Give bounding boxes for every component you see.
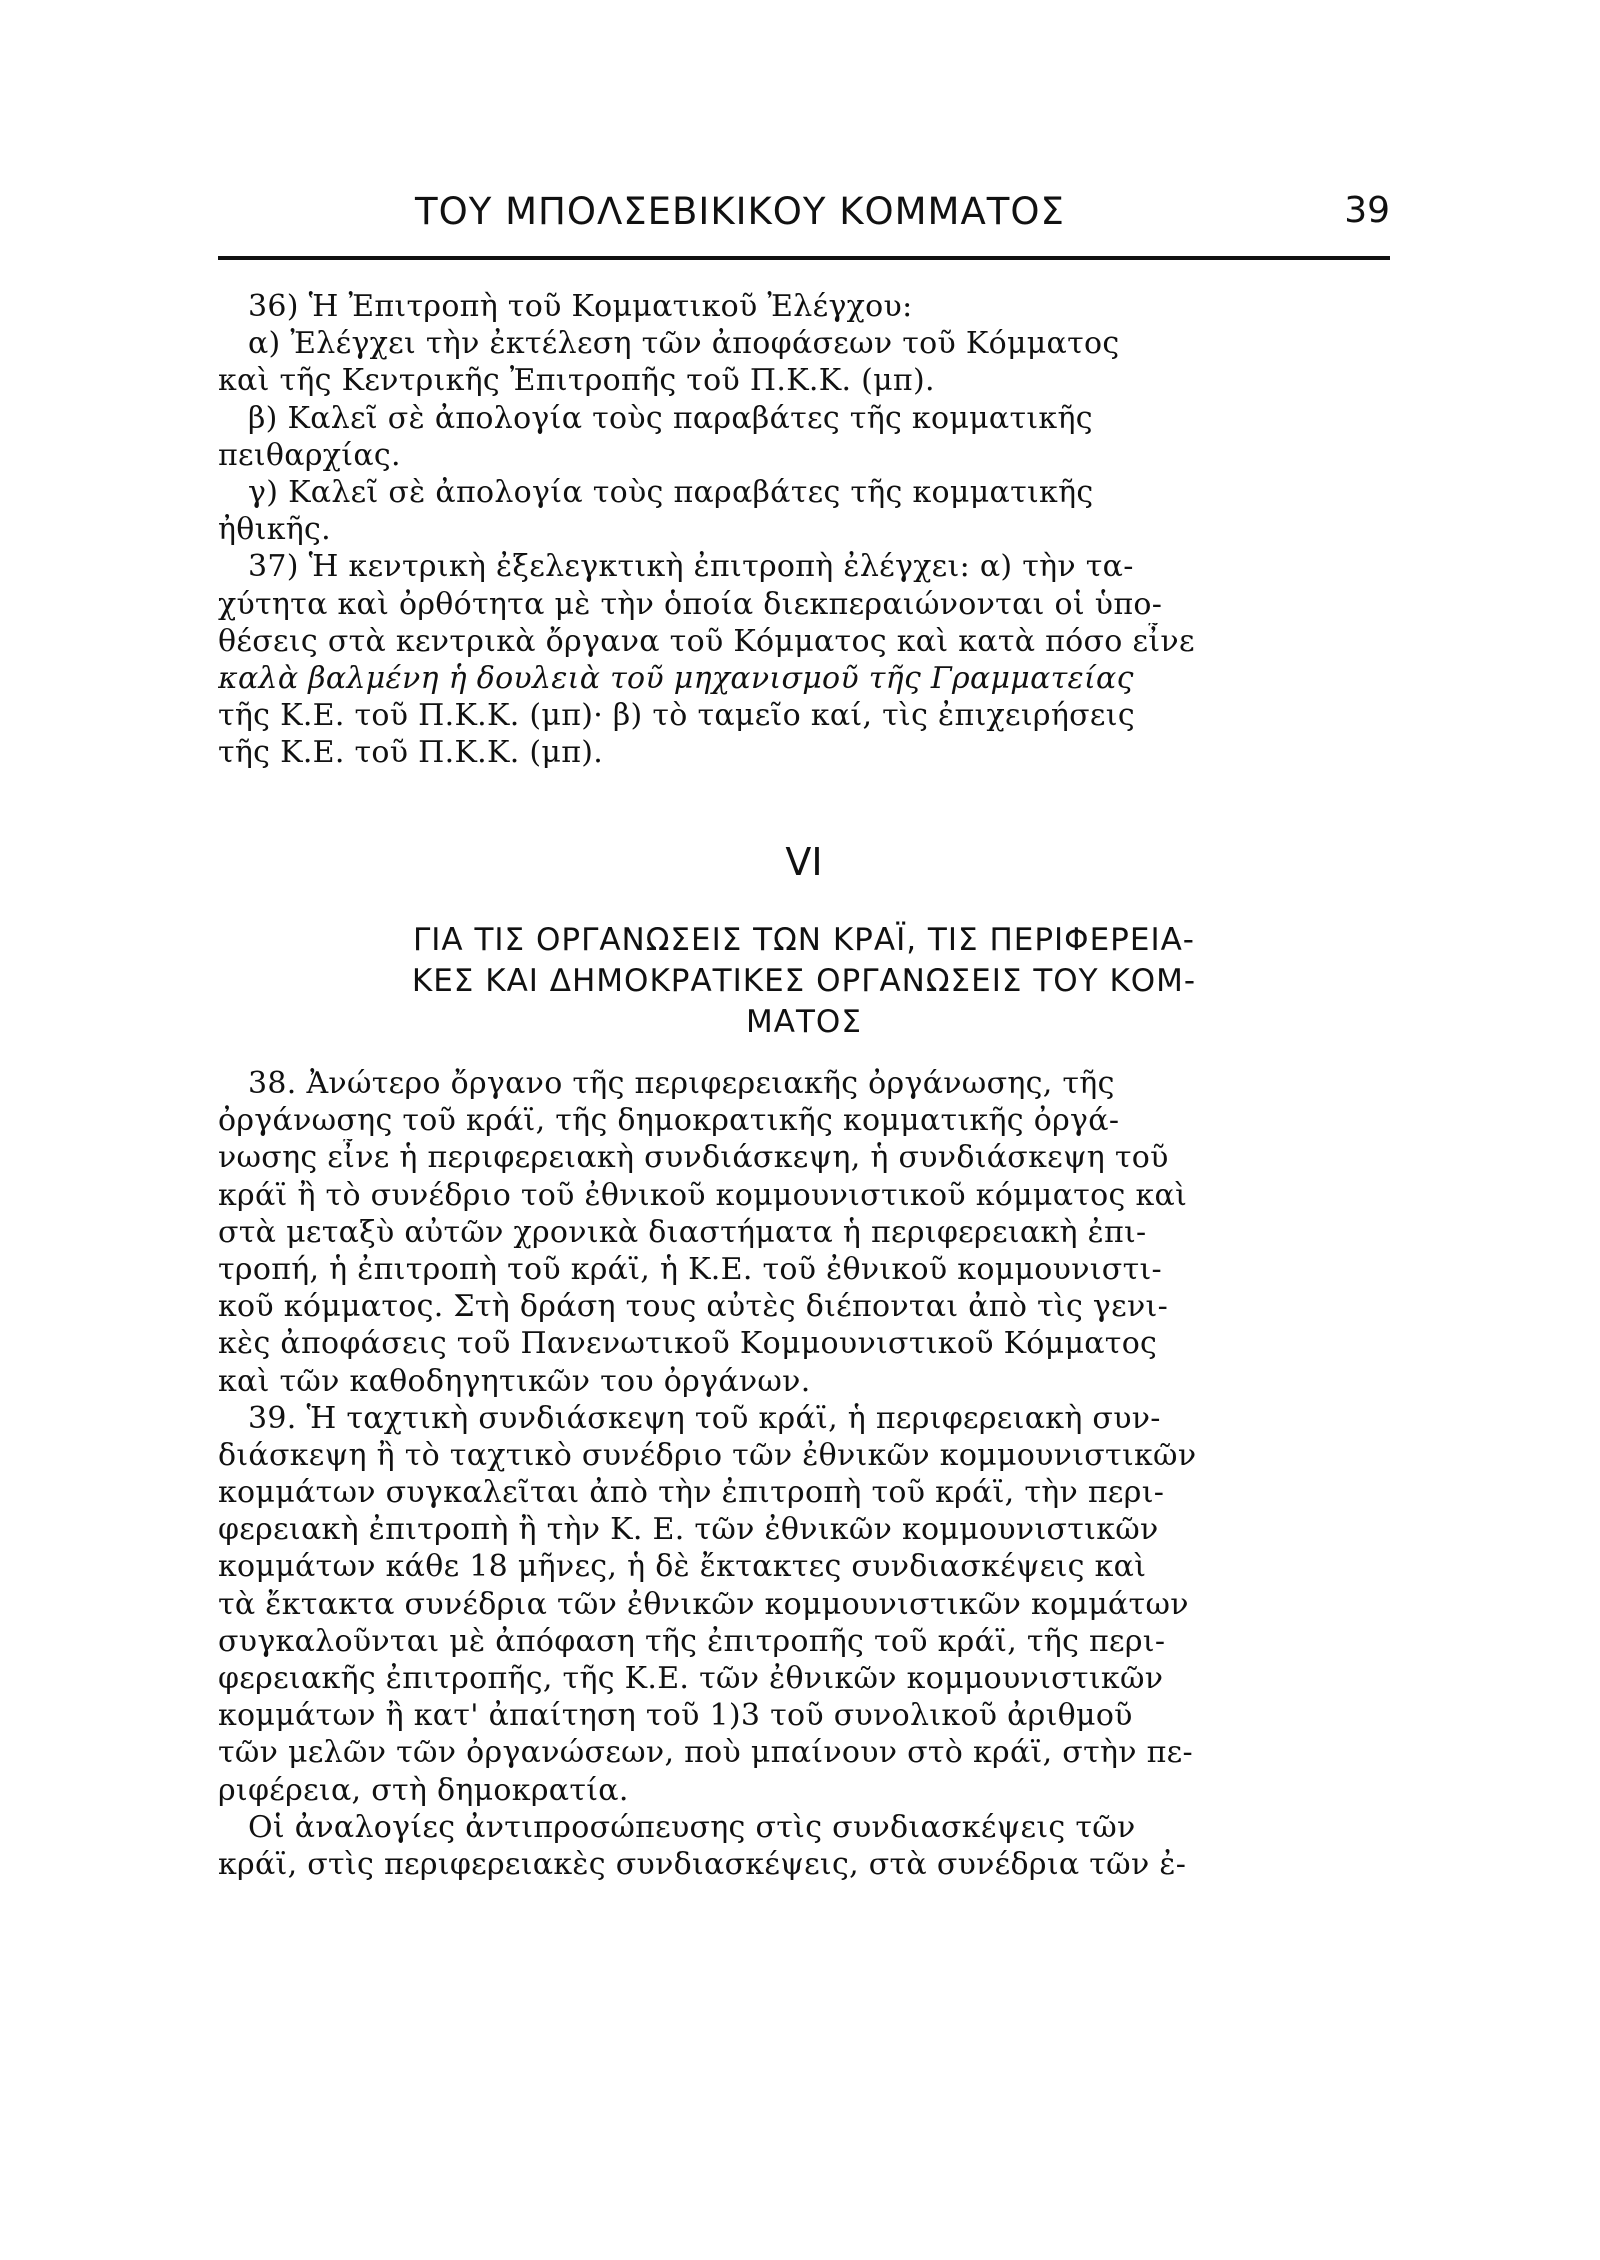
text-line: νωσης εἶνε ἡ περιφερειακὴ συνδιάσκεψη, ἡ συνδιάσκεψη τοῦ xyxy=(218,1140,1169,1176)
articles-36-37 xyxy=(218,288,1390,771)
section-numeral: VI xyxy=(785,840,823,884)
text-line: καὶ τῆς Κεντρικῆς Ἐπιτροπῆς τοῦ Π.Κ.Κ. (μπ). xyxy=(218,363,935,399)
section-heading-line: ΚΕΣ ΚΑΙ ΔΗΜΟΚΡΑΤΙΚΕΣ ΟΡΓΑΝΩΣΕΙΣ ΤΟΥ ΚΟΜ- xyxy=(411,963,1197,999)
text-line: φερειακῆς ἐπιτροπῆς, τῆς Κ.Ε. τῶν ἐθνικῶν κομμουνιστικῶν xyxy=(218,1661,1164,1696)
text-line: συγκαλοῦνται μὲ ἀπόφαση τῆς ἐπιτροπῆς τοῦ κράϊ, τῆς περι- xyxy=(218,1623,1166,1659)
text-line: α) Ἐλέγχει τὴν ἐκτέλεση τῶν ἀποφάσεων τοῦ Κόμματος xyxy=(248,326,1120,362)
text-line: κράϊ, στὶς περιφερειακὲς συνδιασκέψεις, στὰ συνέδρια τῶν ἐ- xyxy=(218,1846,1187,1882)
text-line: κὲς ἀποφάσεις τοῦ Πανενωτικοῦ Κομμουνιστικοῦ Κόμματος xyxy=(218,1326,1158,1362)
page-header xyxy=(215,190,1390,246)
text-line: ὀργάνωσης τοῦ κράϊ, τῆς δημοκρατικῆς κομματικῆς ὀργά- xyxy=(218,1103,1120,1139)
text-line: τῆς Κ.Ε. τοῦ Π.Κ.Κ. (μπ). xyxy=(218,735,604,771)
text-line: τὰ ἔκτακτα συνέδρια τῶν ἐθνικῶν κομμουνιστικῶν κομμάτων xyxy=(218,1586,1189,1622)
text-line: τῆς Κ.Ε. τοῦ Π.Κ.Κ. (μπ)· β) τὸ ταμεῖο καί, τὶς ἐπιχειρήσεις xyxy=(218,698,1135,734)
text-line: 37) Ἡ κεντρικὴ ἐξελεγκτικὴ ἐπιτροπὴ ἐλέγχει: α) τὴν τα- xyxy=(248,549,1134,585)
text-line: στὰ μεταξὺ αὐτῶν χρονικὰ διαστήματα ἡ περιφερειακὴ ἐπι- xyxy=(218,1214,1147,1250)
text-line: καλὰ βαλμένη ἡ δουλειὰ τοῦ μηχανισμοῦ τῆς Γραμματείας xyxy=(218,660,1134,696)
section-heading-line: ΜΑΤΟΣ xyxy=(746,1004,862,1040)
page-number: 39 xyxy=(1344,190,1390,231)
text-line: β) Καλεῖ σὲ ἀπολογία τοὺς παραβάτες τῆς κομματικῆς xyxy=(248,400,1093,436)
text-line: πειθαρχίας. xyxy=(218,437,401,473)
text-line: γ) Καλεῖ σὲ ἀπολογία τοὺς παραβάτες τῆς κομματικῆς xyxy=(248,474,1094,510)
header-rule xyxy=(218,256,1390,260)
text-line: 36) Ἡ Ἐπιτροπὴ τοῦ Κομματικοῦ Ἐλέγχου: xyxy=(248,289,913,324)
text-line: κομμάτων συγκαλεῖται ἀπὸ τὴν ἐπιτροπὴ τοῦ κράϊ, τὴν περι- xyxy=(218,1475,1165,1511)
section-heading xyxy=(218,920,1390,1043)
text-line: ριφέρεια, στὴ δημοκρατία. xyxy=(218,1772,629,1808)
text-line: τροπή, ἡ ἐπιτροπὴ τοῦ κράϊ, ἡ Κ.Ε. τοῦ ἐθνικοῦ κομμουνιστι- xyxy=(218,1251,1162,1287)
text-line: Οἱ ἀναλογίες ἀντιπροσώπευσης στὶς συνδιασκέψεις τῶν xyxy=(248,1809,1136,1845)
text-line: 38. Ἀνώτερο ὄργανο τῆς περιφερειακῆς ὀργάνωσης, τῆς xyxy=(248,1066,1115,1101)
text-line: καὶ τῶν καθοδηγητικῶν του ὀργάνων. xyxy=(218,1363,811,1399)
text-line: κομμάτων ἢ κατ' ἀπαίτηση τοῦ 1)3 τοῦ συνολικοῦ ἀριθμοῦ xyxy=(218,1698,1133,1734)
text-line: φερειακὴ ἐπιτροπὴ ἢ τὴν Κ. Ε. τῶν ἐθνικῶν κομμουνιστικῶν xyxy=(218,1512,1159,1548)
text-line: 39. Ἡ ταχτικὴ συνδιάσκεψη τοῦ κράϊ, ἡ περιφερειακὴ συν- xyxy=(248,1400,1161,1436)
text-line: διάσκεψη ἢ τὸ ταχτικὸ συνέδριο τῶν ἐθνικῶν κομμουνιστικῶν xyxy=(218,1437,1197,1473)
section-heading-line: ΓΙΑ ΤΙΣ ΟΡΓΑΝΩΣΕΙΣ ΤΩΝ ΚΡΑΪ, ΤΙΣ ΠΕΡΙΦΕΡΕΙΑ- xyxy=(412,922,1195,958)
running-title: ΤΟΥ ΜΠΟΛΣΕΒΙΚΙΚΟΥ ΚΟΜΜΑΤΟΣ xyxy=(415,190,1065,233)
text-line: τῶν μελῶν τῶν ὀργανώσεων, ποὺ μπαίνουν στὸ κράϊ, στὴν πε- xyxy=(218,1735,1193,1771)
text-line: θέσεις στὰ κεντρικὰ ὄργανα τοῦ Κόμματος καὶ κατὰ πόσο εἶνε xyxy=(218,623,1195,659)
text-line: κράϊ ἢ τὸ συνέδριο τοῦ ἐθνικοῦ κομμουνιστικοῦ κόμματος καὶ xyxy=(218,1177,1188,1213)
text-line: χύτητα καὶ ὀρθότητα μὲ τὴν ὁποία διεκπεραιώνονται οἱ ὑπο- xyxy=(218,586,1163,622)
text-line: κομμάτων κάθε 18 μῆνες, ἡ δὲ ἔκτακτες συνδιασκέψεις καὶ xyxy=(218,1549,1147,1585)
text-line: κοῦ κόμματος. Στὴ δράση τους αὐτὲς διέπονται ἀπὸ τὶς γενι- xyxy=(218,1289,1169,1325)
articles-38-39 xyxy=(218,1065,1390,1883)
text-line: ἠθικῆς. xyxy=(218,512,331,548)
